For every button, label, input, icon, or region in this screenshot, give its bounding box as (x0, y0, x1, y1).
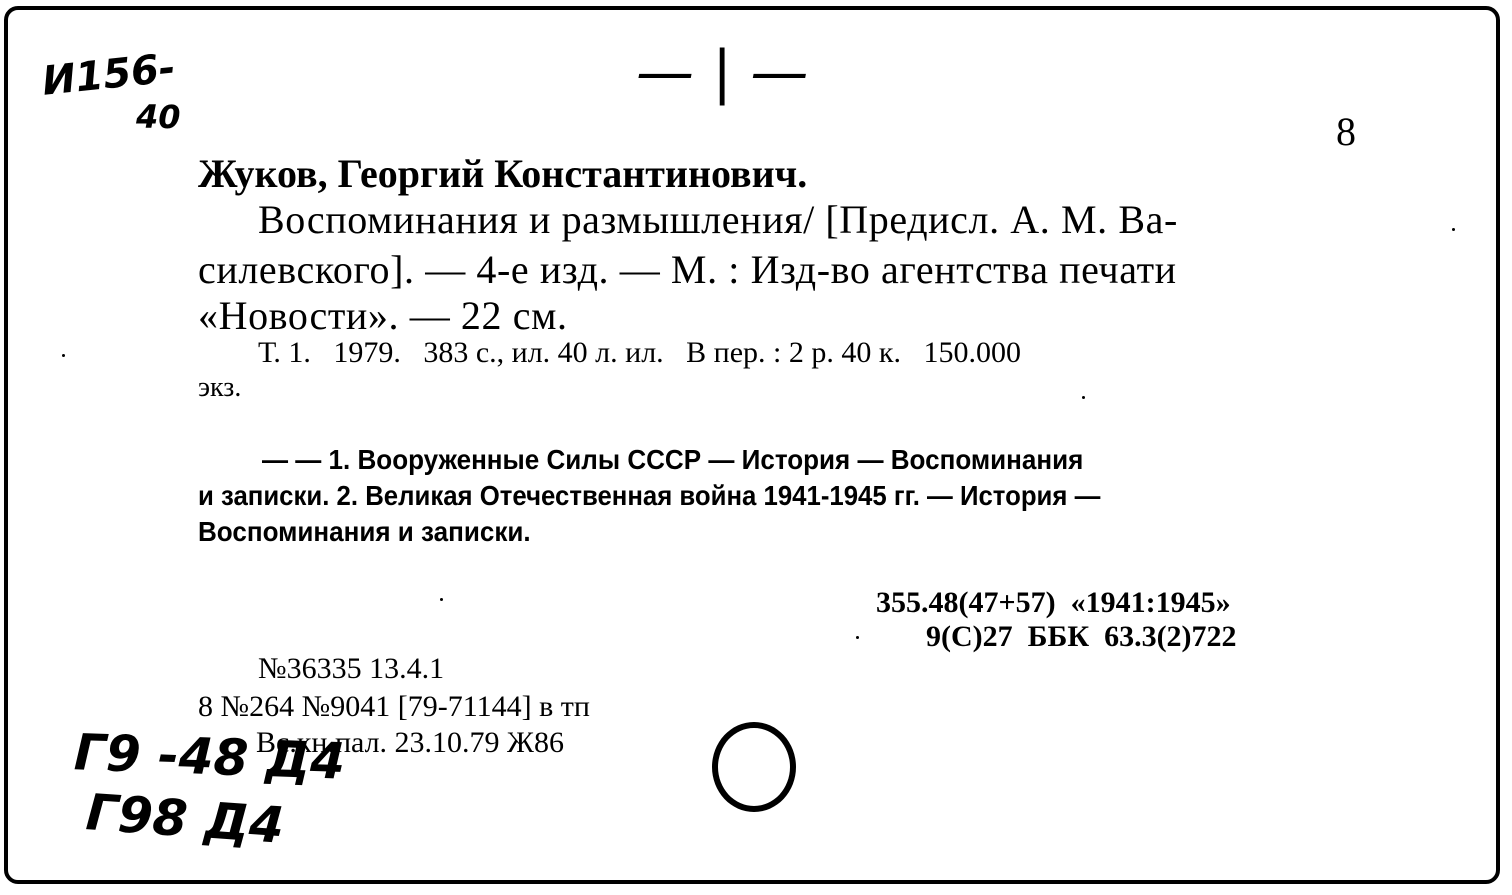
speck (856, 636, 859, 639)
udc-code: 355.48(47+57) «1941:1945» (876, 586, 1231, 619)
registry-line: №36335 13.4.1 (258, 652, 445, 685)
subject-line: Воспоминания и записки. (198, 516, 531, 547)
author-heading: Жуков, Георгий Константинович. (198, 151, 808, 196)
card-number: 8 (1336, 109, 1356, 154)
title-line: Воспоминания и размышления/ [Предисл. А. М. Ва- (258, 197, 1178, 242)
speck (1082, 396, 1085, 399)
handwritten-note-bottom-1: Г9 -48 Д4 (73, 723, 347, 791)
title-line: силевского]. — 4-е изд. — М. : Изд-во агентства печати (198, 247, 1177, 292)
speck (440, 598, 443, 601)
subject-line: и записки. 2. Великая Отечественная война 1941-1945 гг. — История — (198, 480, 1101, 511)
registry-line: Вс.кн.пал. 23.10.79 Ж86 (256, 726, 564, 759)
registry-line: 8 №264 №9041 [79-71144] в тп (198, 690, 590, 723)
speck (1452, 228, 1455, 231)
handwritten-shelfmark-top: И156- (39, 45, 178, 105)
subject-line: — — 1. Вооруженные Силы СССР — История — Воспоминания (262, 444, 1084, 475)
handwritten-shelfmark-top-sub: 40 (136, 98, 181, 136)
handwritten-note-bottom-2: Г98 Д4 (84, 783, 286, 855)
title-line: «Новости». — 22 см. (198, 293, 568, 338)
volume-line: Т. 1. 1979. 383 с., ил. 40 л. ил. В пер. : 2 р. 40 к. 150.000 (258, 336, 1021, 369)
page-mark: — | — (636, 38, 809, 106)
bbk-code: 9(С)27 ББК 63.3(2)722 (926, 620, 1237, 653)
speck (62, 354, 65, 357)
punch-hole (712, 722, 796, 812)
volume-line-cont: экз. (198, 372, 242, 403)
